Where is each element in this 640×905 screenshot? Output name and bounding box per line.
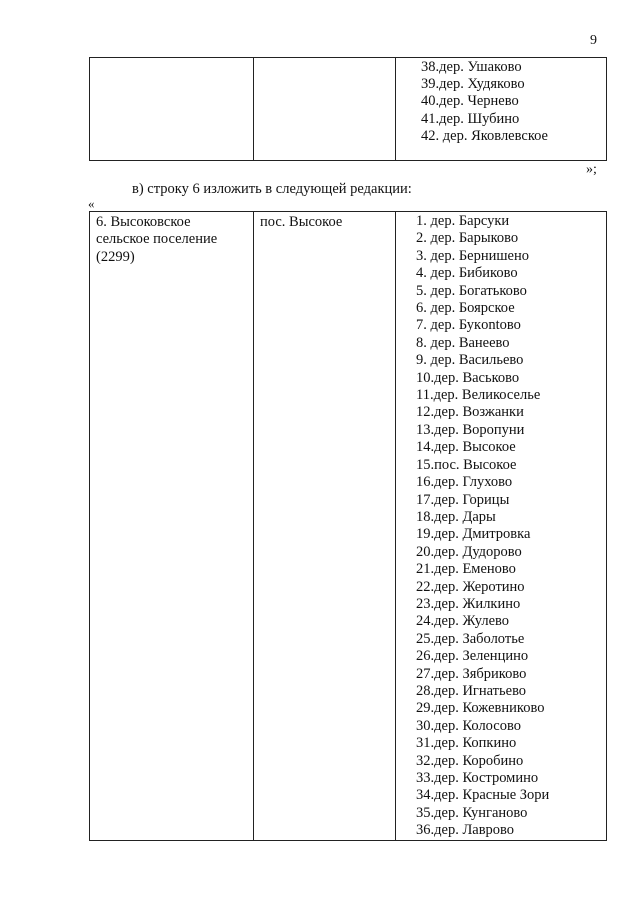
settlements-table-continuation — [89, 57, 607, 161]
list-item: 19.дер. Дмитровка — [416, 526, 531, 543]
list-item: 1. дер. Барсуки — [416, 213, 510, 229]
list-item: 36.дер. Лаврово — [416, 822, 515, 839]
list-item: 28.дер. Игнатьево — [416, 682, 527, 699]
closing-quote: »; — [586, 162, 597, 177]
settlement-list — [396, 58, 606, 145]
list-item: 30.дер. Колосово — [416, 717, 521, 734]
list-item: 42. дер. Яковлевское — [421, 127, 548, 144]
list-item: 32.дер. Коробино — [416, 752, 524, 769]
list-item: 7. дер. Букontово — [416, 317, 521, 334]
list-item: 8. дер. Ванеево — [416, 334, 510, 351]
list-item: 34.дер. Красные Зори — [416, 787, 550, 804]
admin-center: пос. Высокое — [260, 214, 343, 230]
settlements-cell — [396, 212, 607, 841]
amendment-instruction: в) строку 6 изложить в следующей редакции: — [132, 181, 412, 197]
list-item: 16.дер. Глухово — [416, 474, 513, 491]
list-item: 2. дер. Барыково — [416, 230, 519, 247]
page-number: 9 — [590, 33, 597, 48]
list-item: 33.дер. Костромино — [416, 770, 539, 786]
list-item: 17.дер. Горицы — [416, 491, 510, 508]
settlements-cell — [396, 58, 607, 161]
list-item: 31.дер. Копкино — [416, 735, 517, 752]
list-item: 6. дер. Боярское — [416, 300, 515, 317]
list-item: 24.дер. Жулево — [416, 613, 510, 630]
list-item: 5. дер. Богатьково — [416, 282, 527, 299]
empty-center-cell — [254, 58, 396, 161]
table-row — [90, 212, 607, 841]
list-item: 26.дер. Зеленцино — [416, 648, 529, 665]
settlement-list — [396, 212, 606, 840]
admin-center-cell — [254, 212, 396, 841]
opening-quote: « — [88, 196, 95, 211]
list-item: 23.дер. Жилкино — [416, 595, 521, 612]
list-item: 10.дер. Васьково — [416, 369, 520, 386]
list-item: 20.дер. Дудорово — [416, 543, 522, 560]
list-item: 4. дер. Бибиково — [416, 265, 518, 282]
list-item: 27.дер. Зябриково — [416, 665, 527, 682]
list-item: 9. дер. Васильево — [416, 352, 524, 369]
list-item: 15.пос. Высокое — [416, 456, 517, 473]
list-item: 29.дер. Кожевниково — [416, 700, 545, 717]
list-item: 21.дер. Еменово — [416, 561, 516, 578]
list-item: 40.дер. Чернево — [421, 93, 519, 110]
list-item: 25.дер. Заболотье — [416, 630, 525, 647]
list-item: 35.дер. Кунганово — [416, 804, 528, 821]
list-item: 12.дер. Возжанки — [416, 404, 524, 421]
settlement-name: 6. Высоковское сельское поселение (2299) — [96, 214, 218, 265]
list-item: 14.дер. Высокое — [416, 439, 516, 456]
list-item: 13.дер. Воропуни — [416, 421, 525, 438]
list-item: 22.дер. Жеротино — [416, 578, 525, 595]
settlement-name-cell — [90, 212, 254, 841]
empty-name-cell — [90, 58, 254, 161]
table-row — [90, 58, 607, 161]
settlements-table-row6 — [89, 211, 607, 841]
list-item: 41.дер. Шубино — [421, 110, 520, 127]
list-item: 18.дер. Дары — [416, 508, 496, 525]
list-item: 3. дер. Бернишено — [416, 247, 529, 264]
list-item: 39.дер. Худяково — [421, 76, 525, 93]
list-item: 38.дер. Ушаково — [421, 59, 522, 75]
list-item: 11.дер. Великоселье — [416, 387, 541, 404]
